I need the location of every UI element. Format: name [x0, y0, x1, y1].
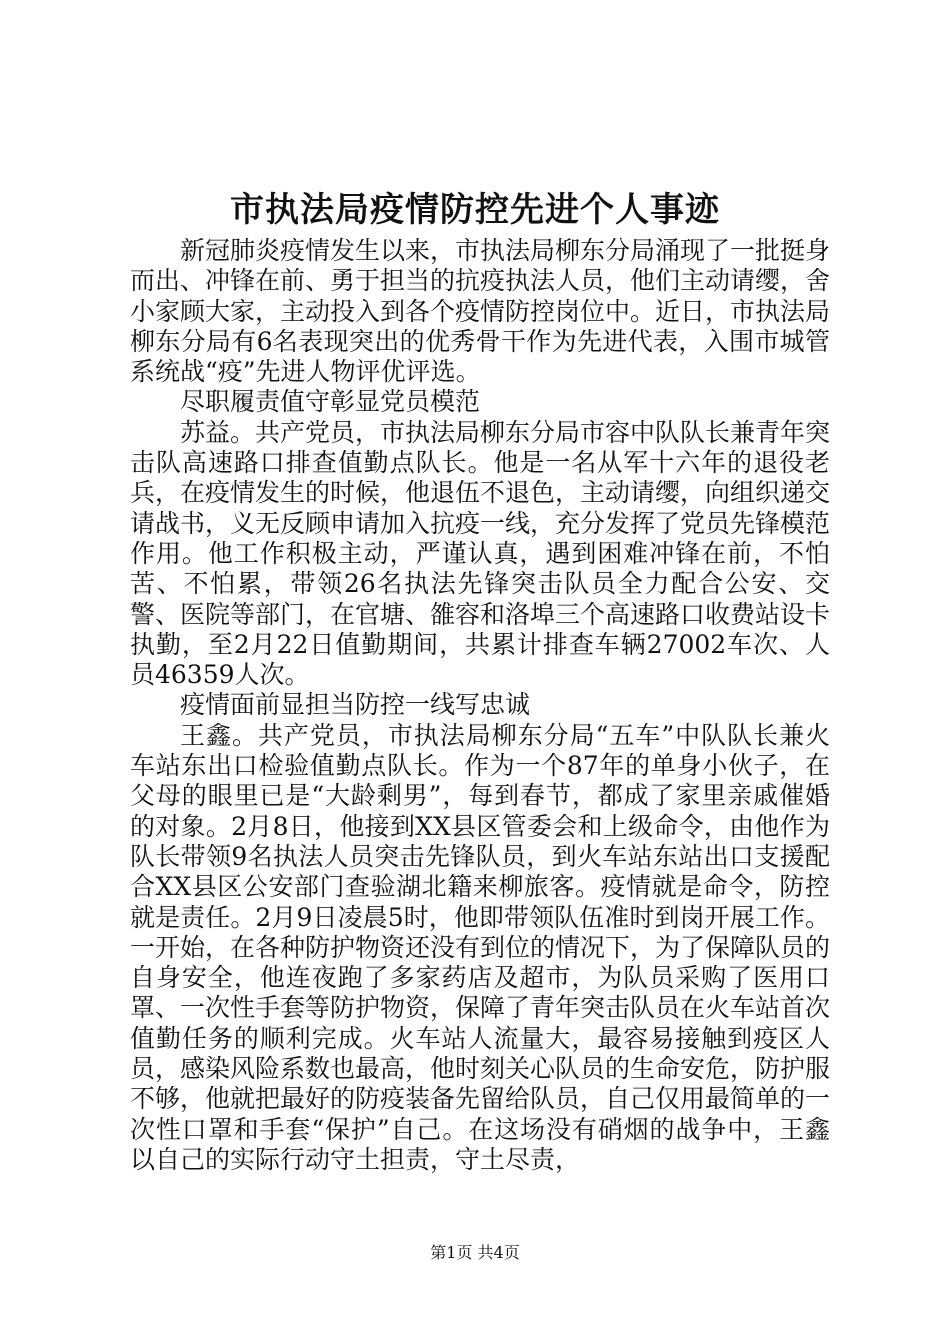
document-body: [130, 236, 830, 1175]
paragraph-wangxin: 王鑫。共产党员，市执法局柳东分局“五车”中队队长兼火车站东出口检验值勤点队长。作为一个87年的单身小伙子，在父母的眼里已是“大龄剩男”，每到春节，都成了家里亲戚催婚的对象。2月8日，他接到XX县区管委会和上级命令，由他作为队长带领9名执法人员突击先锋队员，到火车站东站出口支援配合XX县区公安部门查验湖北籍来柳旅客。疫情就是命令，防控就是责任。2月9日凌晨5时，他即带领队伍准时到岗开展工作。一开始，在各种防护物资还没有到位的情况下，为了保障队员的自身安全，他连夜跑了多家药店及超市，为队员采购了医用口罩、一次性手套等防护物资，保障了青年突击队员在火车站首次值勤任务的顺利完成。火车站人流量大，最容易接触到疫区人员，感染风险系数也最高，他时刻关心队员的生命安危，防护服不够，他就把最好的防疫装备先留给队员，自己仅用最简单的一次性口罩和手套“保护”自己。在这场没有硝烟的战争中，王鑫以自己的实际行动守土担责，守土尽责，: [130, 720, 831, 1174]
document-title: 市执法局疫情防控先进个人事迹: [230, 190, 720, 230]
section-heading-1: 尽职履责值守彰显党员模范: [180, 387, 481, 417]
page-footer: 第1页 共4页: [430, 1243, 520, 1262]
section-heading-2: 疫情面前显担当防控一线写忠诚: [180, 690, 531, 720]
paragraph-intro: 新冠肺炎疫情发生以来，市执法局柳东分局涌现了一批挺身而出、冲锋在前、勇于担当的抗疫执法人员，他们主动请缨，舍小家顾大家，主动投入到各个疫情防控岗位中。近日，市执法局柳东分局有6名表现突出的优秀骨干作为先进代表，入围市城管系统战“疫”先进人物评优评选。: [130, 236, 831, 387]
paragraph-suyi: 苏益。共产党员，市执法局柳东分局市容中队队长兼青年突击队高速路口排查值勤点队长。他是一名从军十六年的退役老兵，在疫情发生的时候，他退伍不退色，主动请缨，向组织递交请战书，义无反顾申请加入抗疫一线，充分发挥了党员先锋模范作用。他工作积极主动，严谨认真，遇到困难冲锋在前，不怕苦、不怕累，带领26名执法先锋突击队员全力配合公安、交警、医院等部门，在官塘、雒容和洛埠三个高速路口收费站设卡执勤，至2月22日值勤期间，共累计排查车辆27002车次、人员46359人次。: [130, 417, 831, 690]
